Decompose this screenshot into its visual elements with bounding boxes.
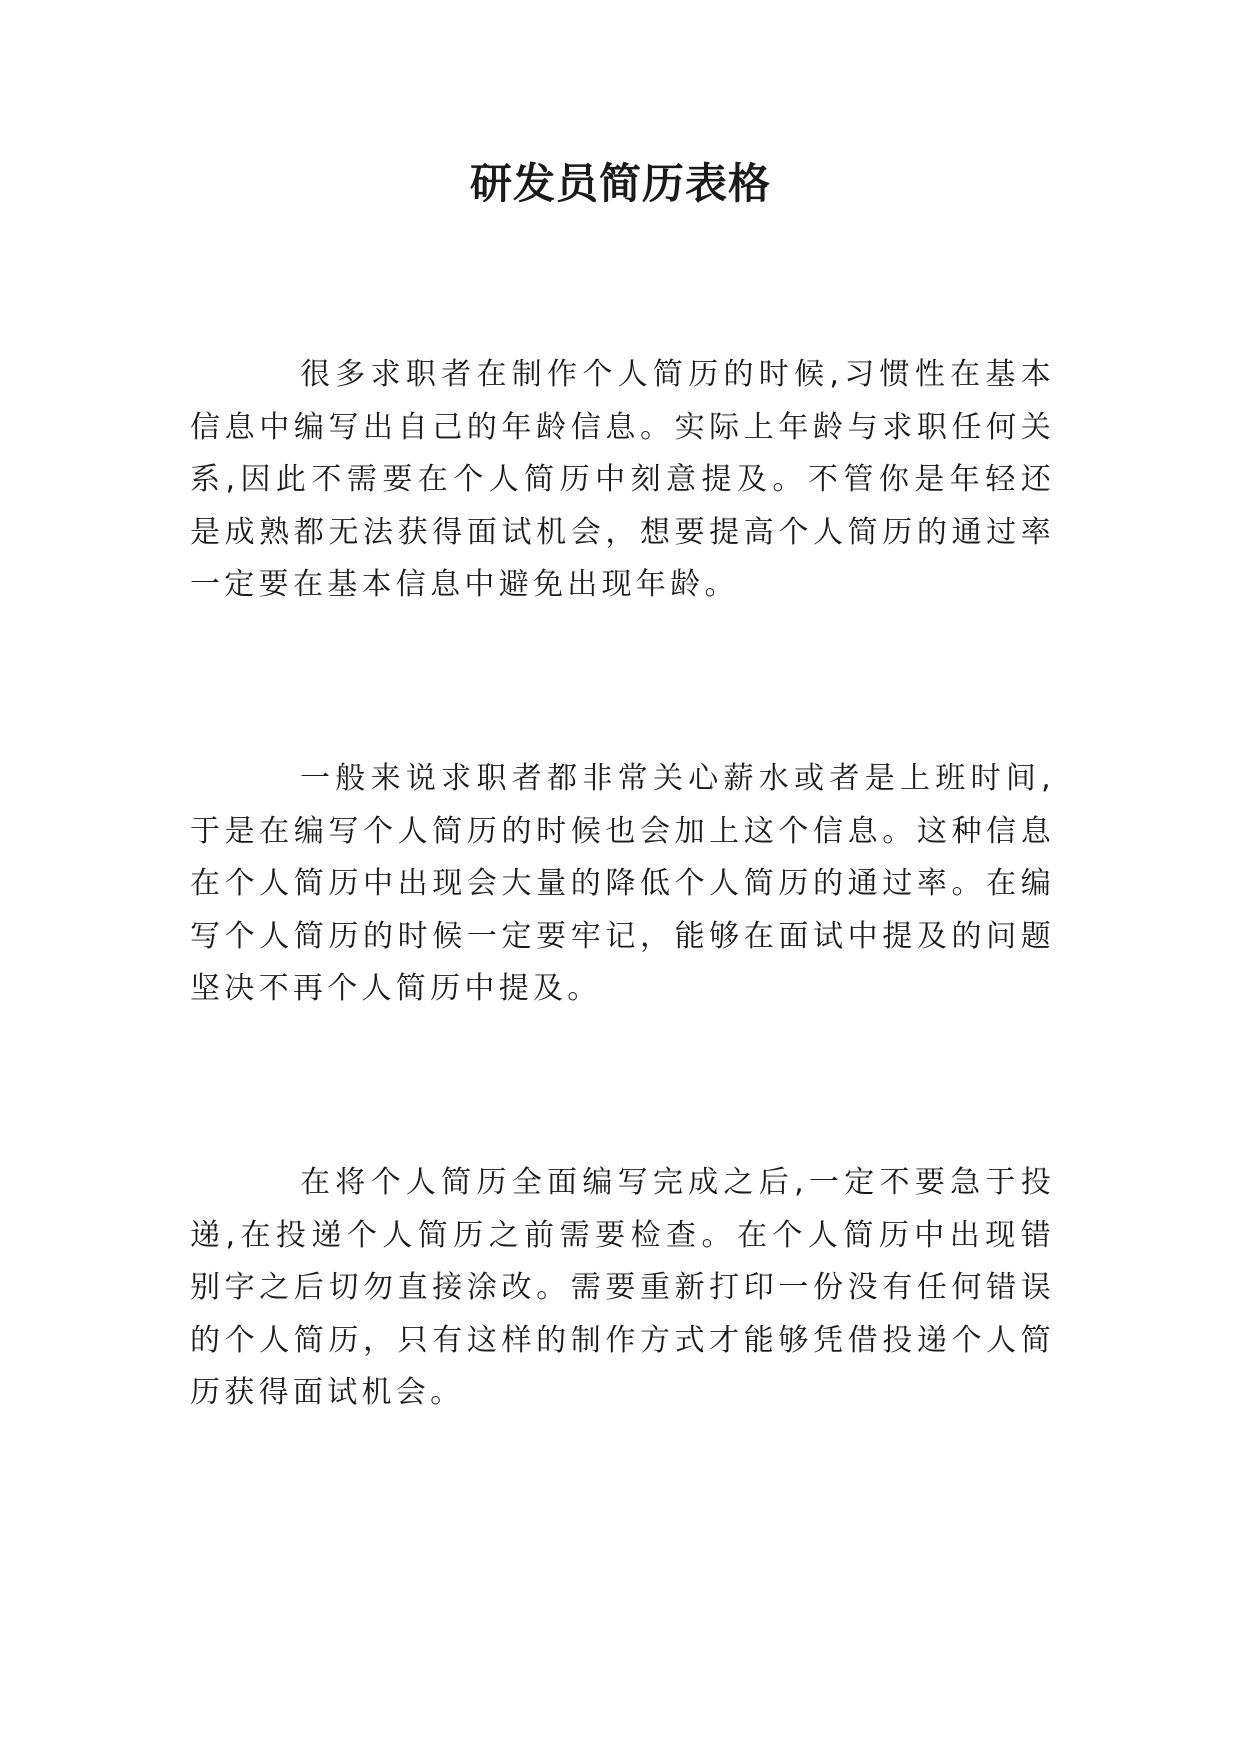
paragraph-salary-info: 一般来说求职者都非常关心薪水或者是上班时间,于是在编写个人简历的时候也会加上这个信息。这种信息在个人简历中出现会大量的降低个人简历的通过率。在编写个人简历的时候一定要牢记，能够在面试中提及的问题坚决不再个人简历中提及。 bbox=[190, 761, 1055, 1006]
document-title: 研发员简历表格 bbox=[469, 159, 771, 208]
paragraph-proofreading: 在将个人简历全面编写完成之后,一定不要急于投递,在投递个人简历之前需要检查。在个人简历中出现错别字之后切勿直接涂改。需要重新打印一份没有任何错误的个人简历，只有这样的制作方式才能够凭借投递个人简历获得面试机会。 bbox=[190, 1165, 1055, 1410]
paragraph-age-info: 很多求职者在制作个人简历的时候,习惯性在基本信息中编写出自己的年龄信息。实际上年龄与求职任何关系,因此不需要在个人简历中刻意提及。不管你是年轻还是成熟都无法获得面试机会，想要提高个人简历的通过率一定要在基本信息中避免出现年龄。 bbox=[190, 357, 1055, 602]
